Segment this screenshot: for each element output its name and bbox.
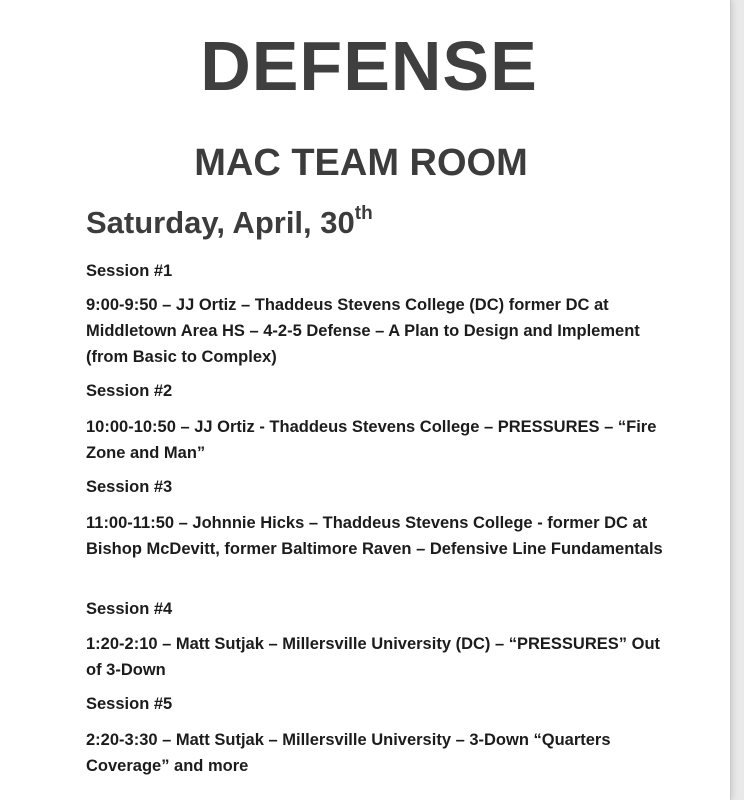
session-4-description: 1:20-2:10 – Matt Sutjak – Millersville University (DC) – “PRESSURES” Out of 3-Down <box>86 635 661 679</box>
document-title: DEFENSE <box>200 27 538 105</box>
session-3-description: 11:00-11:50 – Johnnie Hicks – Thaddeus Stevens College - former DC at Bishop McDevitt, former Baltimore Raven – Defensive Line Fundamentals <box>86 514 663 558</box>
session-1-description: 9:00-9:50 – JJ Ortiz – Thaddeus Stevens College (DC) former DC at Middletown Area HS – 4-2-5 Defense – A Plan to Design and Implement (from Basic to Complex) <box>86 296 640 366</box>
session-5-description: 2:20-3:30 – Matt Sutjak – Millersville University – 3-Down “Quarters Coverage” and more <box>86 731 611 775</box>
session-4-label: Session #4 <box>86 600 173 618</box>
session-3-label: Session #3 <box>86 478 173 496</box>
event-date-suffix: th <box>354 203 373 224</box>
event-date-text: Saturday, April, 30 <box>86 205 355 240</box>
event-date <box>86 203 373 243</box>
session-2-label: Session #2 <box>86 382 173 400</box>
session-2-description: 10:00-10:50 – JJ Ortiz - Thaddeus Stevens College – PRESSURES – “Fire Zone and Man” <box>86 418 657 462</box>
room-subtitle: MAC TEAM ROOM <box>194 142 528 184</box>
session-1-label: Session #1 <box>86 262 173 280</box>
session-5-label: Session #5 <box>86 695 173 713</box>
